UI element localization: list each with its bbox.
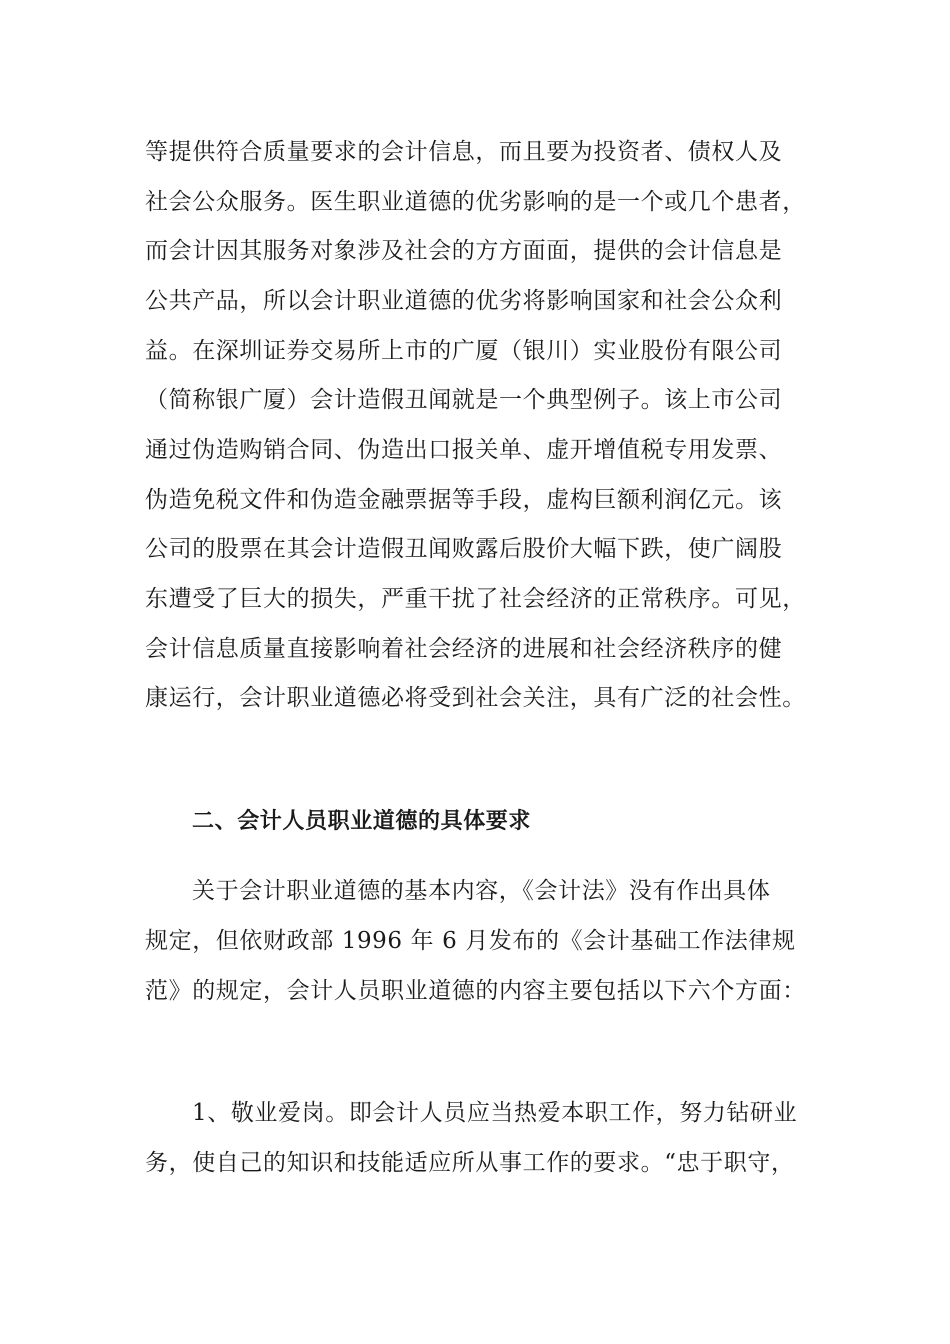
text-line: 康运行，会计职业道德必将受到社会关注，具有广泛的社会性。 xyxy=(145,685,806,711)
text-line: 关于会计职业道德的基本内容，《会计法》没有作出具体 xyxy=(192,878,771,904)
text-line: 益。在深圳证券交易所上市的广厦（银川）实业股份有限公司 xyxy=(145,338,783,364)
text-line: 规定，但依财政部 1996 年 6 月发布的《会计基础工作法律规 xyxy=(145,928,796,954)
text-line: 伪造免税文件和伪造金融票据等手段，虚构巨额利润亿元。该 xyxy=(145,487,783,513)
text-line: 等提供符合质量要求的会计信息，而且要为投资者、债权人及 xyxy=(145,139,783,165)
text-line: 通过伪造购销合同、伪造出口报关单、虚开增值税专用发票、 xyxy=(145,437,783,463)
text-line: 公司的股票在其会计造假丑闻败露后股价大幅下跌，使广阔股 xyxy=(145,536,783,562)
section-heading: 二、会计人员职业道德的具体要求 xyxy=(192,809,532,834)
text-line: 公共产品，所以会计职业道德的优劣将影响国家和社会公众利 xyxy=(145,288,783,314)
text-line: 会计信息质量直接影响着社会经济的进展和社会经济秩序的健 xyxy=(145,636,783,662)
text-line: 而会计因其服务对象涉及社会的方方面面，提供的会计信息是 xyxy=(145,238,783,264)
text-line: 社会公众服务。医生职业道德的优劣影响的是一个或几个患者， xyxy=(145,189,806,215)
text-line: 务，使自己的知识和技能适应所从事工作的要求。“忠于职守， xyxy=(145,1150,795,1176)
text-line: 1、敬业爱岗。即会计人员应当热爱本职工作，努力钻研业 xyxy=(192,1100,798,1126)
text-line: （简称银广厦）会计造假丑闻就是一个典型例子。该上市公司 xyxy=(145,387,783,413)
text-line: 东遭受了巨大的损失，严重干扰了社会经济的正常秩序。可见， xyxy=(145,586,806,612)
text-line: 范》的规定，会计人员职业道德的内容主要包括以下六个方面： xyxy=(145,978,806,1004)
